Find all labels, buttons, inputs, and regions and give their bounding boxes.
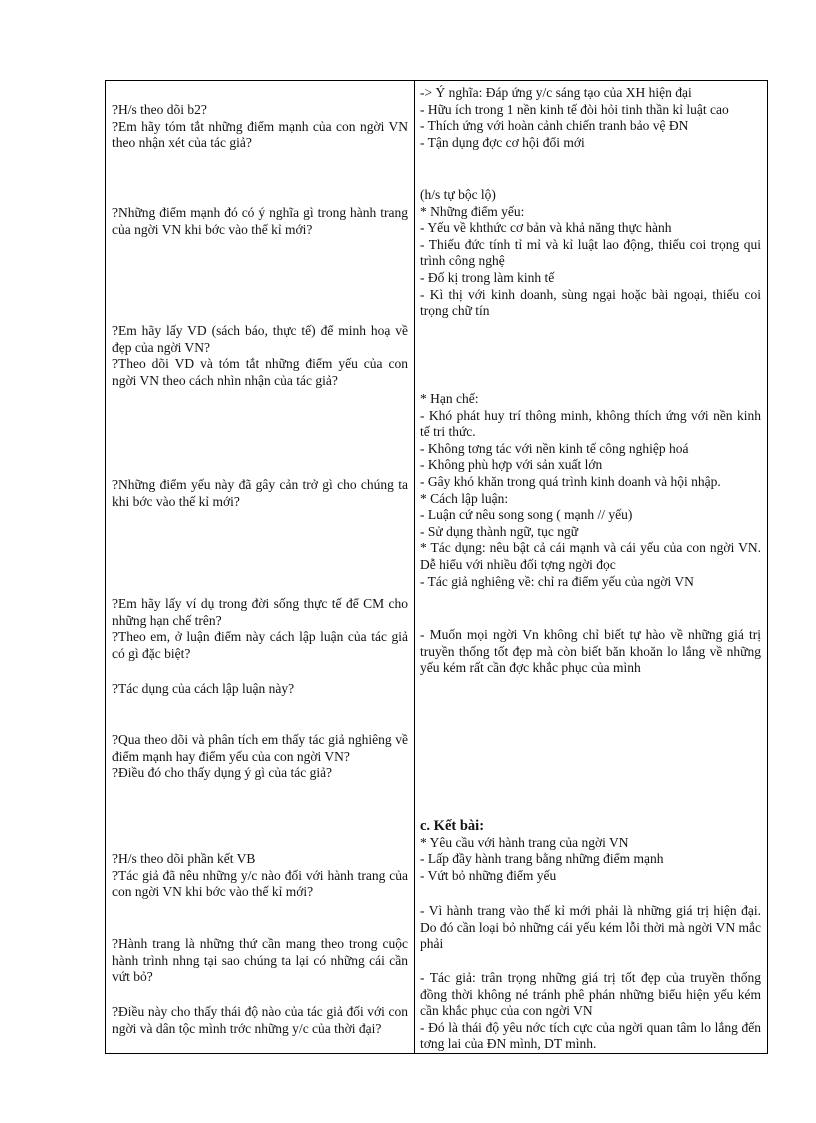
answer-text: - Luận cứ nêu song song ( mạnh // yếu) <box>420 507 633 523</box>
question-block <box>112 681 408 698</box>
question-block <box>112 102 408 152</box>
question-block <box>112 323 408 389</box>
answer-text: * Yêu cầu với hành trang của ngời VN <box>420 834 629 850</box>
section-heading: c. Kết bài: <box>420 818 485 834</box>
answer-text: - Vứt bỏ những điểm yếu <box>420 867 557 883</box>
answer-text: - Tác giả: trân trọng những giá trị tốt đẹp của truyền thống đồng thời không né tránh phê phán những biểu hiện yếu kém cần khắc phục của con ngời VN <box>420 970 761 1019</box>
answer-text: - Tận dụng đợc cơ hội đổi mới <box>420 134 585 150</box>
lesson-table <box>105 80 768 1054</box>
question-block <box>112 732 408 782</box>
answer-text: -> Ý nghĩa: Đáp ứng y/c sáng tạo của XH hiện đại <box>420 85 692 100</box>
answer-block <box>420 85 761 151</box>
question-text: ?Tác giả đã nêu những y/c nào đối với hành trang của con ngời VN khi bớc vào thế kỉ mới? <box>112 867 408 900</box>
answer-text: - Sử dụng thành ngữ, tục ngữ <box>420 523 579 539</box>
question-text: ?Em hãy lấy VD (sách báo, thực tế) để minh hoạ về đẹp của ngời VN? <box>112 323 408 355</box>
answer-text: - Đố kị trong làm kinh tế <box>420 269 555 285</box>
question-block <box>112 851 408 901</box>
answer-text: (h/s tự bộc lộ) <box>420 187 496 202</box>
answer-text: * Tác dụng: nêu bật cả cái mạnh và cái yếu của con ngời VN. Dễ hiểu với nhiều đối tợng ngời đọc <box>420 540 761 572</box>
question-text: ?Em hãy lấy ví dụ trong đời sống thực tế để CM cho những hạn chế trên? <box>112 596 408 628</box>
question-block <box>112 1004 408 1037</box>
answer-text: - Không tơng tác với nền kinh tế công nghiệp hoá <box>420 440 689 456</box>
question-text: ?Tác dụng của cách lập luận này? <box>112 681 295 696</box>
question-text: ?Những điểm mạnh đó có ý nghĩa gì trong hành trang của ngời VN khi bớc vào thế kỉ mới? <box>112 205 408 237</box>
answer-text: - Gây khó khăn trong quá trình kinh doanh và hội nhập. <box>420 473 721 489</box>
answer-text: - Kì thị với kinh doanh, sùng ngại hoặc bài ngoại, thiếu coi trọng chữ tín <box>420 286 761 319</box>
answer-text: - Thích ứng với hoàn cảnh chiến tranh bảo vệ ĐN <box>420 118 689 134</box>
column-divider <box>414 81 415 1053</box>
question-text: ?Điều đó cho thấy dụng ý gì của tác giả? <box>112 765 333 781</box>
question-block <box>112 936 408 986</box>
question-text: ?Qua theo dõi và phân tích em thấy tác giả nghiêng về điểm mạnh hay điểm yếu của con ngời VN? <box>112 732 408 764</box>
answer-text: * Cách lập luận: <box>420 490 509 506</box>
answer-text: * Hạn chế: <box>420 391 479 406</box>
answer-text: * Những điểm yếu: <box>420 203 525 219</box>
question-block <box>112 596 408 662</box>
answer-block <box>420 970 761 1053</box>
question-text: ?Em hãy tóm tắt những điểm mạnh của con ngời VN theo nhận xét của tác giả? <box>112 118 408 151</box>
question-text: ?Theo dõi VD và tóm tắt những điểm yếu của con ngời VN theo cách nhìn nhận của tác giả? <box>112 356 408 388</box>
answer-block <box>420 627 761 677</box>
answer-text: - Vì hành trang vào thế kỉ mới phải là những giá trị hiện đại. Do đó cần loại bỏ những cái yếu kém lỗi thời mà ngời VN mắc phải <box>420 903 761 952</box>
answer-text: - Đó là thái độ yêu nớc tích cực của ngời quan tâm lo lắng đến tơng lai của ĐN mình, DT mình. <box>420 1019 761 1052</box>
answer-text: - Thiếu đức tính tỉ mỉ và kỉ luật lao động, thiếu coi trọng qui trình công nghệ <box>420 236 761 269</box>
question-block <box>112 477 408 510</box>
answer-text: - Yếu về khthức cơ bản và khả năng thực hành <box>420 220 672 236</box>
answer-text: - Hữu ích trong 1 nền kinh tế đòi hỏi tinh thần kỉ luật cao <box>420 101 729 117</box>
question-text: ?Hành trang là những thứ cần mang theo trong cuộc hành trình nhng tại sao chúng ta lại có những cái cần vứt bỏ? <box>112 936 408 985</box>
answer-text: - Lấp đầy hành trang bằng những điểm mạnh <box>420 851 664 867</box>
answer-block <box>420 903 761 953</box>
answer-text: - Muốn mọi ngời Vn không chỉ biết tự hào về những giá trị truyền thống tốt đẹp mà còn biết băn khoăn lo lắng về những yếu kém rất cần đợc khắc phục của mình <box>420 627 761 676</box>
question-text: ?H/s theo dõi b2? <box>112 102 207 117</box>
question-text: ?Những điểm yếu này đã gây cản trở gì cho chúng ta khi bớc vào thế kỉ mới? <box>112 477 408 509</box>
question-text: ?Điều này cho thấy thái độ nào của tác giả đối với con ngời và dân tộc mình trớc những y/c của thời đại? <box>112 1004 408 1036</box>
question-text: ?Theo em, ở luận điểm này cách lập luận của tác giả có gì đặc biệt? <box>112 629 408 661</box>
answer-block <box>420 818 761 884</box>
answer-text: - Không phù hợp với sản xuất lớn <box>420 457 603 473</box>
question-block <box>112 205 408 238</box>
answer-block <box>420 187 761 320</box>
answer-text: - Tác giả nghiêng về: chỉ ra điểm yếu của ngời VN <box>420 573 694 589</box>
question-text: ?H/s theo dõi phần kết VB <box>112 851 256 866</box>
answer-text: - Khó phát huy trí thông minh, không thích ứng với nền kinh tế tri thức. <box>420 407 761 440</box>
answer-block <box>420 391 761 590</box>
